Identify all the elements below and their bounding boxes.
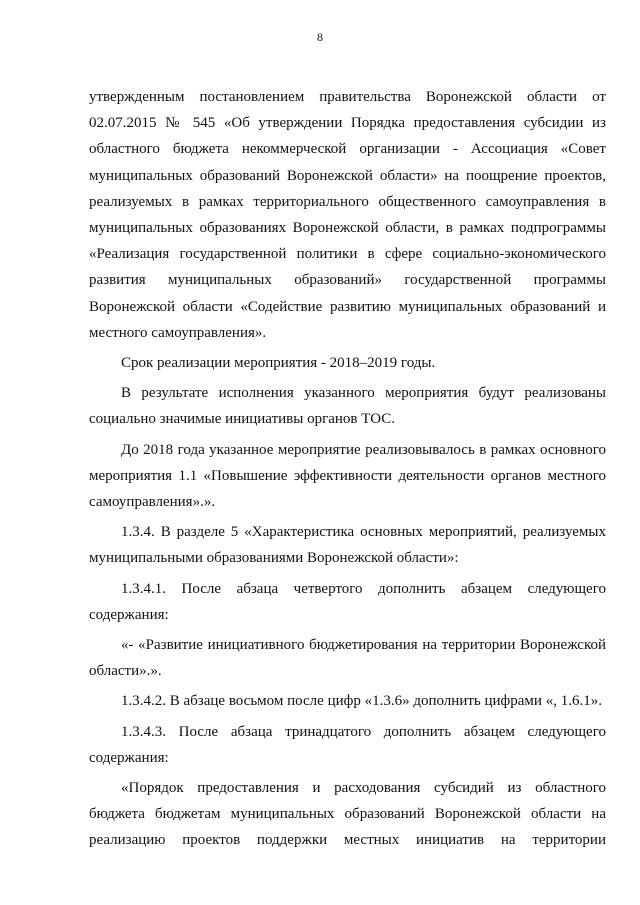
paragraph-quoted-insert: «- «Развитие инициативного бюджетирования на территории Воронежской области».». <box>89 637 606 680</box>
paragraph-before-2018: До 2018 года указанное мероприятие реализовывалось в рамках основного мероприятия 1.1 «Повышение эффективности деятельности органов местного самоуправления».». <box>89 441 606 511</box>
paragraph-1-3-4-2: 1.3.4.2. В абзаце восьмом после цифр «1.3.6» дополнить цифрами «, 1.6.1». <box>121 693 602 710</box>
paragraph-1-3-4: 1.3.4. В разделе 5 «Характеристика основных мероприятий, реализуемых муниципальными образованиями Воронежской области»: <box>89 524 606 567</box>
paragraph-1-3-4-1: 1.3.4.1. После абзаца четвертого дополнить абзацем следующего содержания: <box>89 580 606 623</box>
paragraph-decree-reference: утвержденным постановлением правительства Воронежской области от 02.07.2015 № 545 «Об утверждении Порядка предоставления субсидии из областного бюджета некоммерческой организации - Ассоциация «Совет муниципальных образований Воронежской области» на поощрение проектов, реализуемых в рамках территориального общественного самоуправления в муниципальных образованиях Воронежской области, в рамках подпрограммы «Реализация государственной политики в сфере социально-экономического развития муниципальных образований» государственной программы Воронежской области «Содействие развитию муниципальных образований и местного самоуправления». <box>89 89 606 341</box>
paragraph-1-3-4-3: 1.3.4.3. После абзаца тринадцатого дополнить абзацем следующего содержания: <box>89 723 606 766</box>
page-number: 8 <box>317 30 323 44</box>
paragraph-implementation-period: Срок реализации мероприятия - 2018–2019 годы. <box>121 355 436 372</box>
paragraph-result: В результате исполнения указанного мероприятия будут реализованы социально значимые инициативы органов ТОС. <box>89 385 606 428</box>
paragraph-subsidy-procedure: «Порядок предоставления и расходования субсидий из областного бюджета бюджетам муниципальных образований Воронежской области на реализацию проектов поддержки местных инициатив на территории <box>89 780 606 849</box>
